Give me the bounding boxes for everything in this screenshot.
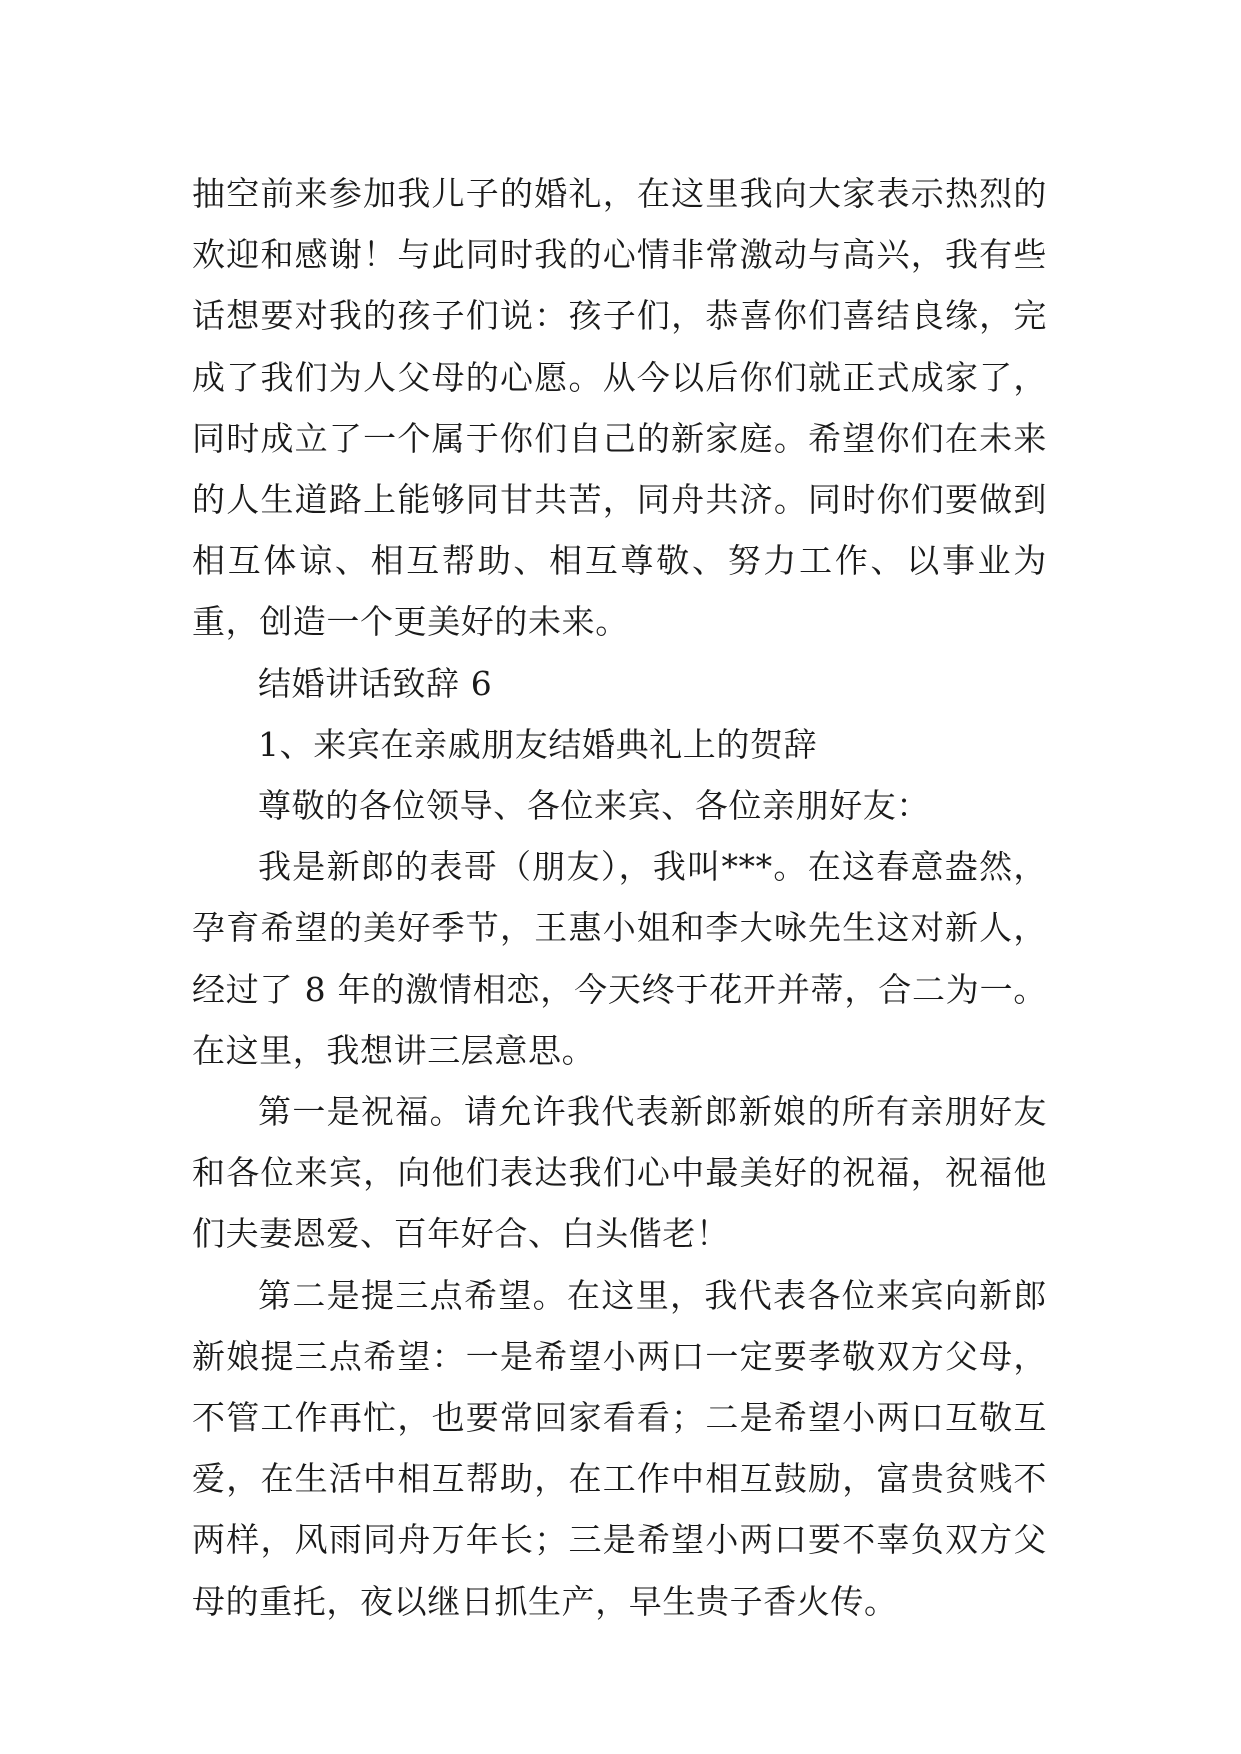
section-heading: 结婚讲话致辞 6 <box>258 663 493 703</box>
salutation: 尊敬的各位领导、各位来宾、各位亲朋好友： <box>258 786 930 826</box>
body-paragraph: 第一是祝福。请允许我代表新郎新娘的所有亲朋好友和各位来宾，向他们表达我们心中最美好的祝福，祝福他们夫妻恩爱、百年好合、白头偕老！ <box>192 1092 1047 1254</box>
body-paragraph: 抽空前来参加我儿子的婚礼，在这里我向大家表示热烈的欢迎和感谢！与此同时我的心情非常激动与高兴，我有些话想要对我的孩子们说：孩子们，恭喜你们喜结良缘，完成了我们为人父母的心愿。从今以后你们就正式成家了，同时成立了一个属于你们自己的新家庭。希望你们在未来的人生道路上能够同甘共苦，同舟共济。同时你们要做到相互体谅、相互帮助、相互尊敬、努力工作、以事业为重，创造一个更美好的未来。 <box>192 174 1047 642</box>
body-paragraph: 我是新郎的表哥（朋友），我叫***。在这春意盎然，孕育希望的美好季节，王惠小姐和李大咏先生这对新人，经过了 8 年的激情相恋，今天终于花开并蒂，合二为一。在这里，我想讲三层意思。 <box>192 847 1047 1070</box>
subsection-heading: 1、来宾在亲戚朋友结婚典礼上的贺辞 <box>258 724 818 764</box>
document-body <box>192 163 1047 1632</box>
body-paragraph: 第二是提三点希望。在这里，我代表各位来宾向新郎新娘提三点希望：一是希望小两口一定要孝敬双方父母，不管工作再忙，也要常回家看看；二是希望小两口互敬互爱，在生活中相互帮助，在工作中相互鼓励，富贵贫贱不两样，风雨同舟万年长；三是希望小两口要不辜负双方父母的重托，夜以继日抓生产，早生贵子香火传。 <box>192 1275 1047 1621</box>
